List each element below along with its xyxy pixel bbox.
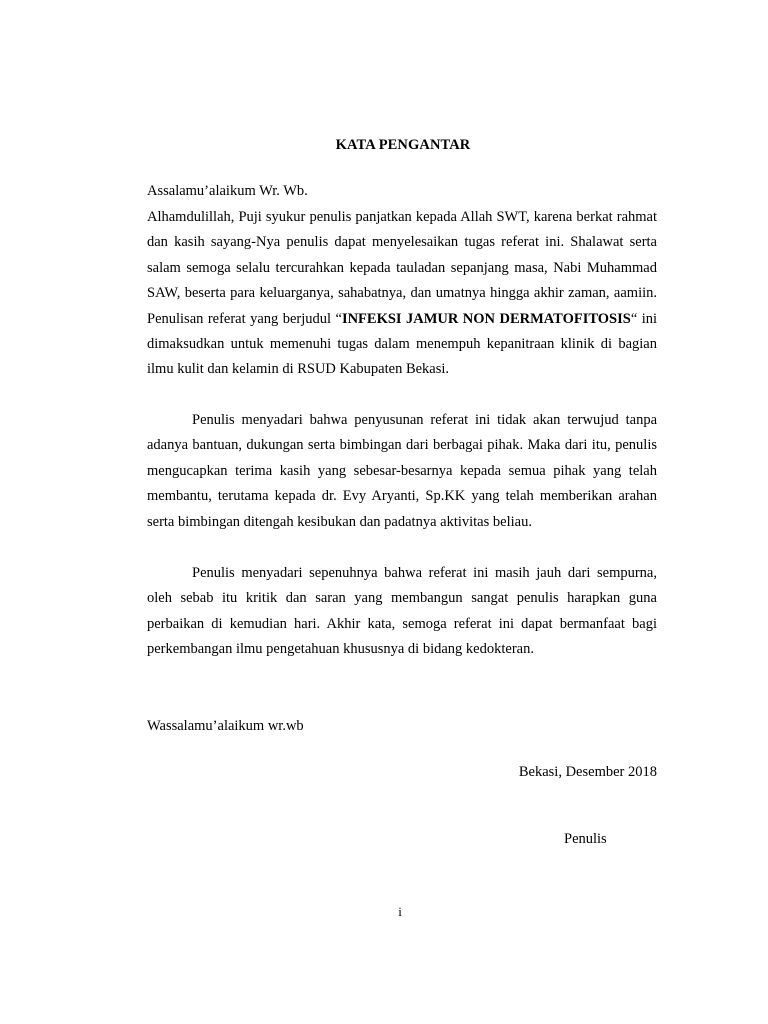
paragraph-intro-text-end: “ ini dimaksudkan untuk memenuhi tugas dalam menempuh kepanitraan klinik di bagian ilmu kulit dan kelamin di RSUD Kabupaten Bekasi. (147, 310, 657, 378)
closing-salutation: Wassalamu’alaikum wr.wb (147, 718, 304, 734)
paragraph-intro (147, 205, 657, 383)
paragraph-closing-remarks: Penulis menyadari sepenuhnya bahwa referat ini masih jauh dari sempurna, oleh sebab itu kritik dan saran yang membangun sangat penulis harapkan guna perbaikan di kemudian hari. Akhir kata, semoga referat ini dapat bermanfaat bagi perkembangan ilmu pengetahuan khususnya di bidang kedokteran. (147, 565, 657, 658)
signer: Penulis (564, 831, 607, 847)
place-date: Bekasi, Desember 2018 (518, 764, 657, 780)
greeting: Assalamu’alaikum Wr. Wb. (147, 183, 308, 199)
referat-title: INFEKSI JAMUR NON DERMATOFITOSIS (341, 310, 631, 327)
page-number: i (398, 904, 402, 919)
paragraph-intro-text: Alhamdulillah, Puji syukur penulis panjatkan kepada Allah SWT, karena berkat rahmat dan kasih sayang-Nya penulis dapat menyelesaikan tugas referat ini. Shalawat serta salam semoga selalu tercurahkan kepada tauladan sepanjang masa, Nabi Muhammad SAW, beserta para keluarganya, sahabatnya, dan umatnya hingga akhir zaman, aamiin. Penulisan referat yang berjudul “ (147, 209, 657, 327)
page-title: KATA PENGANTAR (335, 137, 471, 153)
paragraph-acknowledgement: Penulis menyadari bahwa penyusunan referat ini tidak akan terwujud tanpa adanya bantuan, dukungan serta bimbingan dari berbagai pihak. Maka dari itu, penulis mengucapkan terima kasih yang sebesar-besarnya kepada semua pihak yang telah membantu, terutama kepada dr. Evy Aryanti, Sp.KK yang telah memberikan arahan serta bimbingan ditengah kesibukan dan padatnya aktivitas beliau. (147, 412, 657, 530)
